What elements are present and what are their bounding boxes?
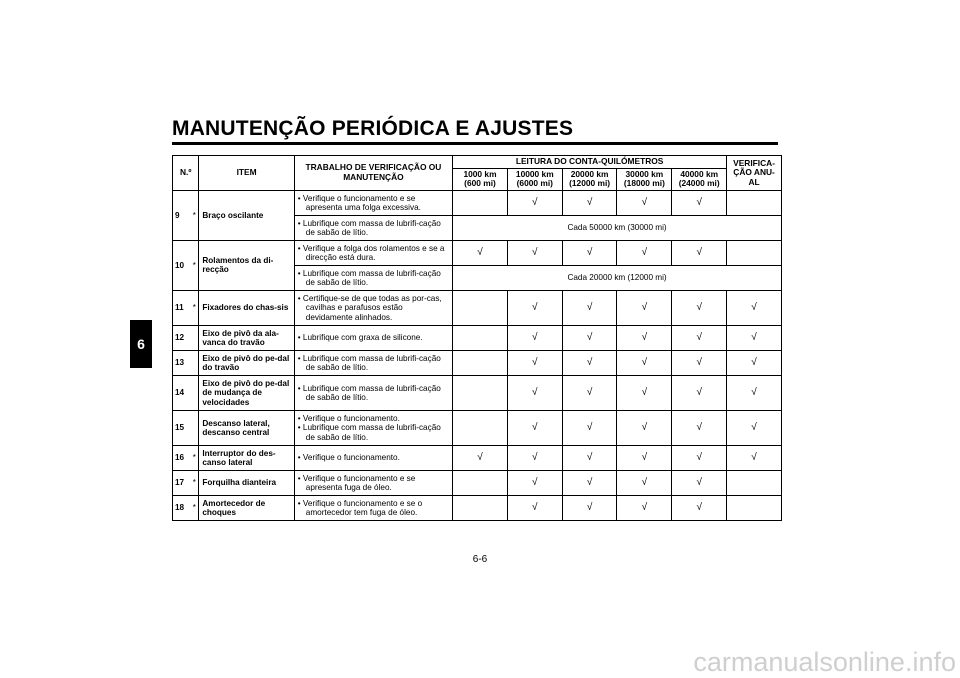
check-mark: √ [672,445,727,470]
table-row [173,325,782,350]
check-mark: √ [727,375,782,410]
check-mark: √ [727,325,782,350]
check-mark: √ [617,410,672,445]
check-mark: √ [672,240,727,265]
check-cell [727,470,782,495]
check-mark: √ [507,240,562,265]
check-cell [727,495,782,520]
row-work: • Verifique o funcionamento. • Lubrifique com massa de lubrifi-cação de sabão de lítio. [294,410,452,445]
check-mark: √ [562,495,617,520]
check-cell [453,375,508,410]
star-mark [191,325,199,350]
table-row [173,290,782,325]
row-number: 9 [173,190,191,240]
check-mark: √ [453,445,508,470]
row-number: 16 [173,445,191,470]
page-title: MANUTENÇÃO PERIÓDICA E AJUSTES [172,117,574,140]
table-row [173,410,782,445]
table-row [173,240,782,265]
row-work: • Verifique o funcionamento e se apresenta fuga de óleo. [294,470,452,495]
table-row [173,470,782,495]
star-mark [191,410,199,445]
table-row [173,350,782,375]
interval-text: Cada 20000 km (12000 mi) [453,265,782,290]
row-work: • Lubrifique com graxa de silicone. [294,325,452,350]
check-cell [453,350,508,375]
star-mark: * [191,290,199,325]
row-number: 17 [173,470,191,495]
header-odo-5: 40000 km (24000 mi) [672,168,727,190]
title-rule [172,142,778,145]
row-number: 13 [173,350,191,375]
table-row [173,190,782,215]
check-mark: √ [727,410,782,445]
header-annual: VERIFICA-ÇÃO ANU-AL [727,156,782,191]
star-mark: * [191,240,199,290]
check-cell [453,495,508,520]
check-mark: √ [617,350,672,375]
check-cell [453,410,508,445]
check-mark: √ [617,190,672,215]
check-mark: √ [617,375,672,410]
check-mark: √ [562,445,617,470]
check-mark: √ [562,410,617,445]
check-mark: √ [507,350,562,375]
row-number: 15 [173,410,191,445]
check-mark: √ [727,350,782,375]
check-mark: √ [672,325,727,350]
check-mark: √ [727,445,782,470]
table-row [173,445,782,470]
check-mark: √ [617,445,672,470]
row-work: • Verifique o funcionamento e se apresenta uma folga excessiva. [294,190,452,215]
check-mark: √ [672,470,727,495]
check-mark: √ [617,470,672,495]
check-mark: √ [672,375,727,410]
check-mark: √ [562,375,617,410]
chapter-tab: 6 [130,320,152,368]
check-mark: √ [672,410,727,445]
check-mark: √ [453,240,508,265]
header-work: TRABALHO DE VERIFICAÇÃO OU MANUTENÇÃO [294,156,452,191]
check-cell [727,240,782,265]
check-mark: √ [507,325,562,350]
row-number: 14 [173,375,191,410]
row-work: • Lubrifique com massa de lubrifi-cação de sabão de lítio. [294,375,452,410]
row-work: • Verifique a folga dos rolamentos e se a direcção está dura. [294,240,452,265]
header-odo-1: 1000 km (600 mi) [453,168,508,190]
check-mark: √ [727,290,782,325]
check-mark: √ [562,470,617,495]
check-cell [453,190,508,215]
check-mark: √ [562,290,617,325]
header-item: ITEM [199,156,294,191]
star-mark [191,350,199,375]
watermark: carmanualsonline.info [693,647,956,677]
star-mark: * [191,190,199,240]
row-item: Amortecedor de choques [199,495,294,520]
star-mark: * [191,470,199,495]
check-mark: √ [617,290,672,325]
interval-text: Cada 50000 km (30000 mi) [453,215,782,240]
check-mark: √ [617,495,672,520]
check-mark: √ [562,240,617,265]
check-mark: √ [507,470,562,495]
star-mark: * [191,445,199,470]
header-odometer: LEITURA DO CONTA-QUILÓMETROS [453,156,727,169]
row-item: Braço oscilante [199,190,294,240]
row-number: 18 [173,495,191,520]
star-mark: * [191,495,199,520]
header-odo-3: 20000 km (12000 mi) [562,168,617,190]
row-work: • Lubrifique com massa de lubrifi-cação de sabão de lítio. [294,215,452,240]
row-number: 12 [173,325,191,350]
check-mark: √ [562,190,617,215]
header-no: N.º [173,156,199,191]
row-item: Eixo de pivô do pe-dal do travão [199,350,294,375]
row-number: 10 [173,240,191,290]
check-mark: √ [507,290,562,325]
check-cell [453,290,508,325]
row-item: Eixo de pivô da ala-vanca do travão [199,325,294,350]
header-odo-2: 10000 km (6000 mi) [507,168,562,190]
header-row [173,156,782,169]
check-mark: √ [507,375,562,410]
check-cell [453,470,508,495]
table-row [173,495,782,520]
row-work: • Lubrifique com massa de lubrifi-cação de sabão de lítio. [294,265,452,290]
check-mark: √ [672,290,727,325]
table-row [173,375,782,410]
star-mark [191,375,199,410]
row-work: • Verifique o funcionamento e se o amortecedor tem fuga de óleo. [294,495,452,520]
check-mark: √ [672,350,727,375]
check-mark: √ [617,240,672,265]
check-cell [727,190,782,215]
row-item: Forquilha dianteira [199,470,294,495]
check-mark: √ [562,350,617,375]
check-mark: √ [507,445,562,470]
check-mark: √ [617,325,672,350]
check-mark: √ [507,190,562,215]
row-work: • Verifique o funcionamento. [294,445,452,470]
check-mark: √ [562,325,617,350]
row-item: Fixadores do chas-sis [199,290,294,325]
row-work: • Certifique-se de que todas as por-cas, cavilhas e parafusos estão devidamente alinhados. [294,290,452,325]
maintenance-table [172,155,782,521]
row-item: Eixo de pivô do pe-dal de mudança de velocidades [199,375,294,410]
row-item: Rolamentos da di-recção [199,240,294,290]
check-mark: √ [672,190,727,215]
check-mark: √ [507,410,562,445]
header-odo-4: 30000 km (18000 mi) [617,168,672,190]
row-item: Interruptor do des-canso lateral [199,445,294,470]
row-work: • Lubrifique com massa de lubrifi-cação de sabão de lítio. [294,350,452,375]
check-mark: √ [507,495,562,520]
check-cell [453,325,508,350]
row-item: Descanso lateral, descanso central [199,410,294,445]
page-number: 6-6 [472,554,488,565]
row-number: 11 [173,290,191,325]
check-mark: √ [672,495,727,520]
